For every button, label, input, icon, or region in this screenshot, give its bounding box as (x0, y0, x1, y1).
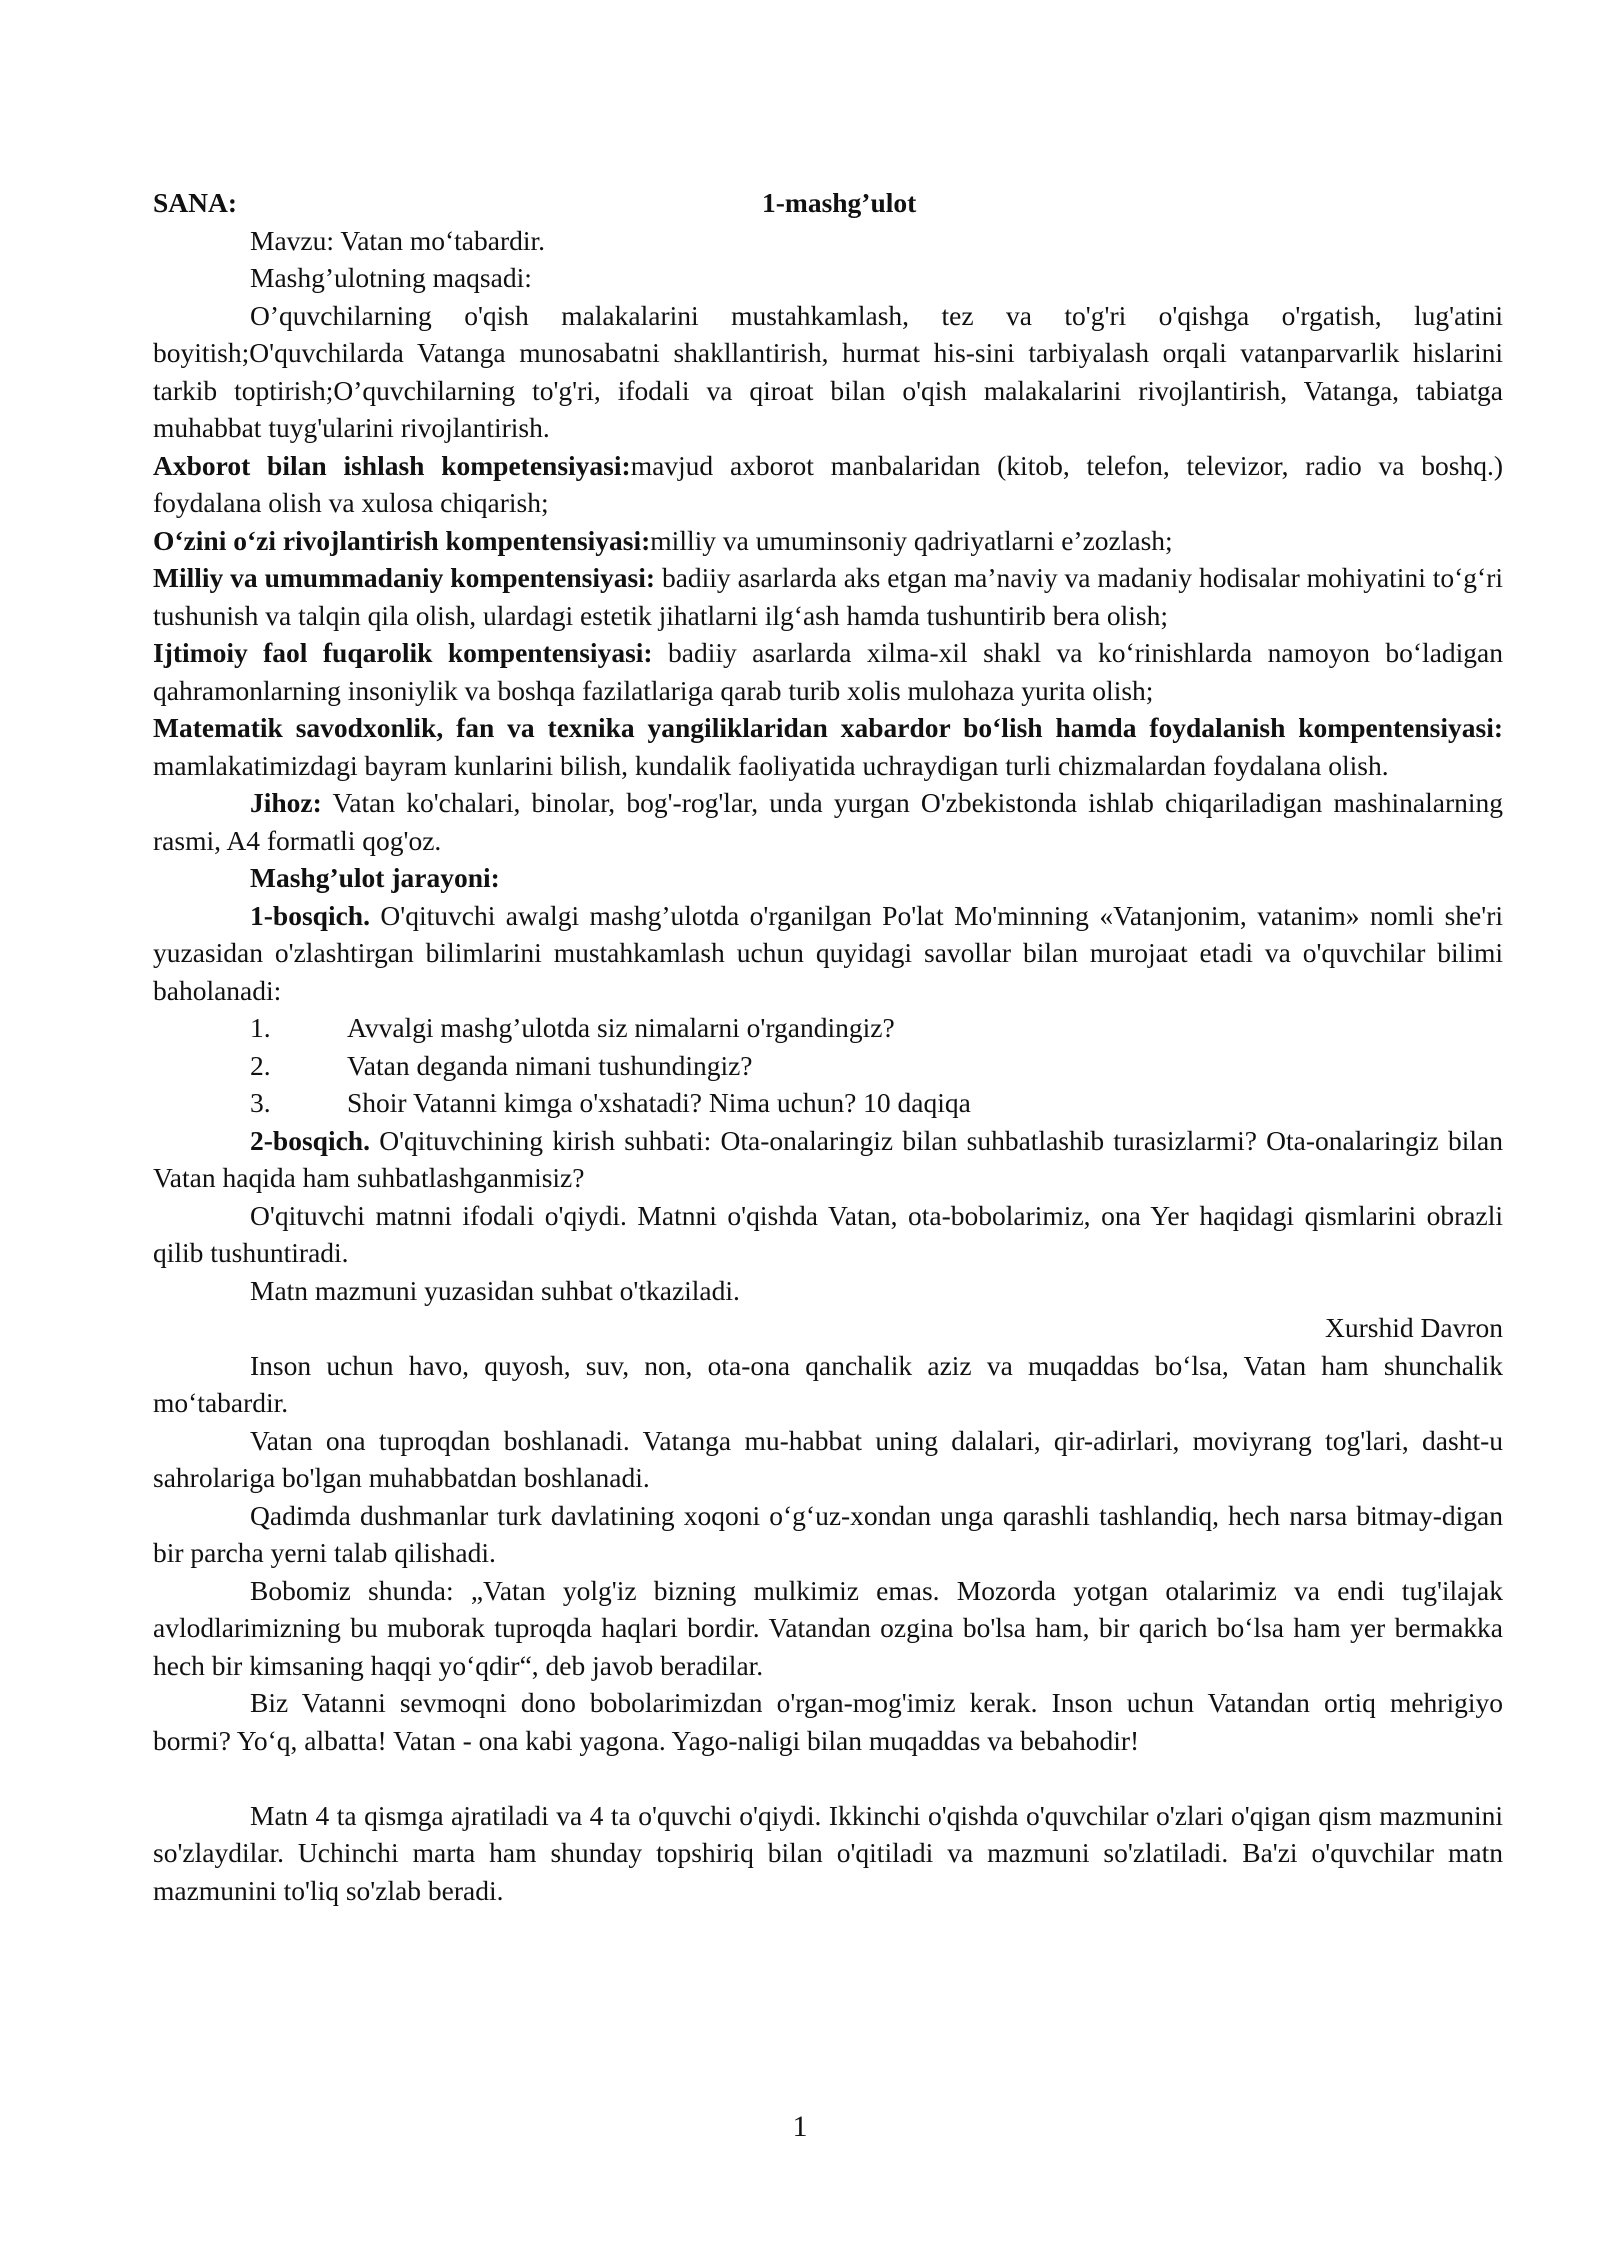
story-paragraph: Inson uchun havo, quyosh, suv, non, ota-ona qanchalik aziz va muqaddas bo‘lsa, Vatan ham shunchalik mo‘tabardir. (153, 1349, 1503, 1418)
list-number: 2. (250, 1049, 271, 1081)
equipment-text: Vatan ko'chalari, binolar, bog'-rog'lar, unda yurgan O'zbekistonda ishlab chiqariladigan mashinalarning rasmi, A4 formatli qog'oz. (153, 787, 1503, 856)
competency-text: badiiy asarlarda xilma-xil shakl va ko‘rinishlarda namoyon bo‘ladigan qahramonlarning insoniylik va boshqa fazilatlariga qarab turib xolis mulohaza yurita olish; (153, 637, 1504, 706)
closing-paragraph: Matn 4 ta qismga ajratiladi va 4 ta o'quvchi o'qiydi. Ikkinchi o'qishda o'quvchilar o'zlari o'qigan qism mazmunini so'zlaydilar. Uchinchi marta ham shunday topshiriq bilan o'qitiladi va mazmuni so'zlatiladi. Ba'zi o'quvchilar matn mazmunini to'liq so'zlab beradi. (153, 1799, 1503, 1906)
story-paragraph: Qadimda dushmanlar turk davlatining xoqoni o‘g‘uz-xondan unga qarashli tashlandiq, hech narsa bitmay-digan bir parcha yerni talab qilishadi. (153, 1499, 1503, 1568)
stage2-label: 2-bosqich. (250, 1124, 370, 1156)
list-text: Shoir Vatanni kimga o'xshatadi? Nima uchun? 10 daqiqa (347, 1087, 971, 1118)
competency-paragraph (153, 709, 1503, 784)
author-name: Xurshid Davron (1325, 1312, 1503, 1343)
list-item (153, 1084, 1503, 1122)
competency-paragraph (153, 634, 1503, 709)
competency-paragraph (153, 447, 1503, 522)
list-text: Vatan deganda nimani tushundingiz? (347, 1049, 753, 1081)
competency-text: badiiy asarlarda aks etgan ma’naviy va madaniy hodisalar mohiyatini to‘g‘ri tushunish va talqin qila olish, ulardagi estetik jihatlarni ilg‘ash hamda tushuntirib bera olish; (153, 562, 1503, 631)
competency-paragraph (153, 559, 1503, 634)
competency-label: Matematik savodxonlik, fan va texnika yangiliklaridan xabardor bo‘lish hamda foydalanish kompentensiyasi: (153, 712, 1503, 743)
competency-text: mavjud axborot manbalaridan (kitob, telefon, televizor, radio va boshq.) foydalana olish va xulosa chiqarish; (153, 449, 1503, 518)
process-heading: Mashg’ulot jarayoni: (250, 862, 500, 893)
stage2-text: O'qituvchining kirish suhbati: Ota-onalaringiz bilan suhbatlashib turasizlarmi? Ota-onalaringiz bilan Vatan haqida ham suhbatlashganmisiz? (153, 1124, 1503, 1193)
story-paragraph: Vatan ona tuproqdan boshlanadi. Vatanga mu-habbat uning dalalari, qir-adirlari, moviyrang tog'lari, dasht-u sahrolariga bo'lgan muhabbatdan boshlanadi. (153, 1424, 1503, 1493)
discussion-paragraph: Matn mazmuni yuzasidan suhbat o'tkaziladi. (250, 1274, 740, 1306)
page-number: 1 (792, 2110, 808, 2143)
competency-label: Milliy va umummadaniy kompentensiyasi: (153, 562, 656, 593)
competency-label: Ijtimoiy faol fuqarolik kompentensiyasi: (153, 637, 653, 668)
date-label: SANA: (153, 187, 238, 218)
header-row (153, 184, 1503, 222)
list-number: 3. (250, 1087, 271, 1118)
list-item (153, 1009, 1503, 1047)
blank-line (153, 1759, 1503, 1797)
competency-text: mamlakatimizdagi bayram kunlarini bilish, kundalik faoliyatida uchraydigan turli chizmalardan foydalana olish. (153, 749, 1389, 781)
list-number: 1. (250, 1012, 271, 1043)
equipment-label: Jihoz: (250, 787, 322, 818)
competency-text: milliy va umuminsoniy qadriyatlarni e’zozlash; (650, 524, 1173, 556)
stage1-label: 1-bosqich. (250, 899, 370, 931)
list-item (153, 1047, 1503, 1085)
competency-label: O‘zini o‘zi rivojlantirish kompentensiyasi: (153, 524, 651, 556)
goal-heading: Mashg’ulotning maqsadi: (250, 262, 532, 293)
list-text: Avvalgi mashg’ulotda siz nimalarni o'rgandingiz? (347, 1012, 895, 1043)
competency-paragraph (153, 522, 1503, 560)
stage1-paragraph (153, 897, 1503, 1010)
goal-text: O’quvchilarning o'qish malakalarini mustahkamlash, tez va to'g'ri o'qishga o'rgatish, lug'atini boyitish;O'quvchilarda Vatanga munosabatni shakllantirish, hurmat his-sini tarbiyalash orqali vatanparvarlik hislarini tarkib toptirish;O’quvchilarning to'g'ri, ifodali va qiroat bilan o'qish malakalarini rivojlantirish, Vatanga, tabiatga muhabbat tuyg'ularini rivojlantirish. (153, 299, 1503, 443)
competency-label: Axborot bilan ishlash kompetensiyasi: (153, 449, 631, 481)
story-paragraph: Biz Vatanni sevmoqni dono bobolarimizdan o'rgan-mog'imiz kerak. Inson uchun Vatandan ortiq mehrigiyo bormi? Yo‘q, albatta! Vatan - ona kabi yagona. Yago-naligi bilan muqaddas va bebahodir! (153, 1687, 1503, 1756)
equipment-paragraph (153, 784, 1503, 859)
lesson-title: 1-mashg’ulot (762, 187, 917, 218)
teacher-reads-paragraph: O'qituvchi matnni ifodali o'qiydi. Matnni o'qishda Vatan, ota-bobolarimiz, ona Yer haqidagi qismlarini obrazli qilib tushuntiradi. (153, 1199, 1503, 1268)
story-paragraph: Bobomiz shunda: „Vatan yolg'iz bizning mulkimiz emas. Mozorda yotgan otalarimiz va endi tug'ilajak avlodlarimizning bu muborak tuproqda haqlari bordir. Vatandan ozgina bo'lsa ham, bir qarich bo‘lsa ham yer bermakka hech bir kimsaning haqqi yo‘qdir“, deb javob beradilar. (153, 1574, 1503, 1681)
stage2-paragraph (153, 1122, 1503, 1197)
topic-line: Mavzu: Vatan mo‘tabardir. (250, 224, 546, 256)
stage1-text: O'qituvchi awalgi mashg’ulotda o'rganilgan Po'lat Mo'minning «Vatanjonim, vatanim» nomli she'ri yuzasidan o'zlashtirgan bilimlarini mustahkamlash uchun quyidagi savollar bilan murojaat etadi va o'quvchilar bilimi baholanadi: (153, 899, 1503, 1006)
